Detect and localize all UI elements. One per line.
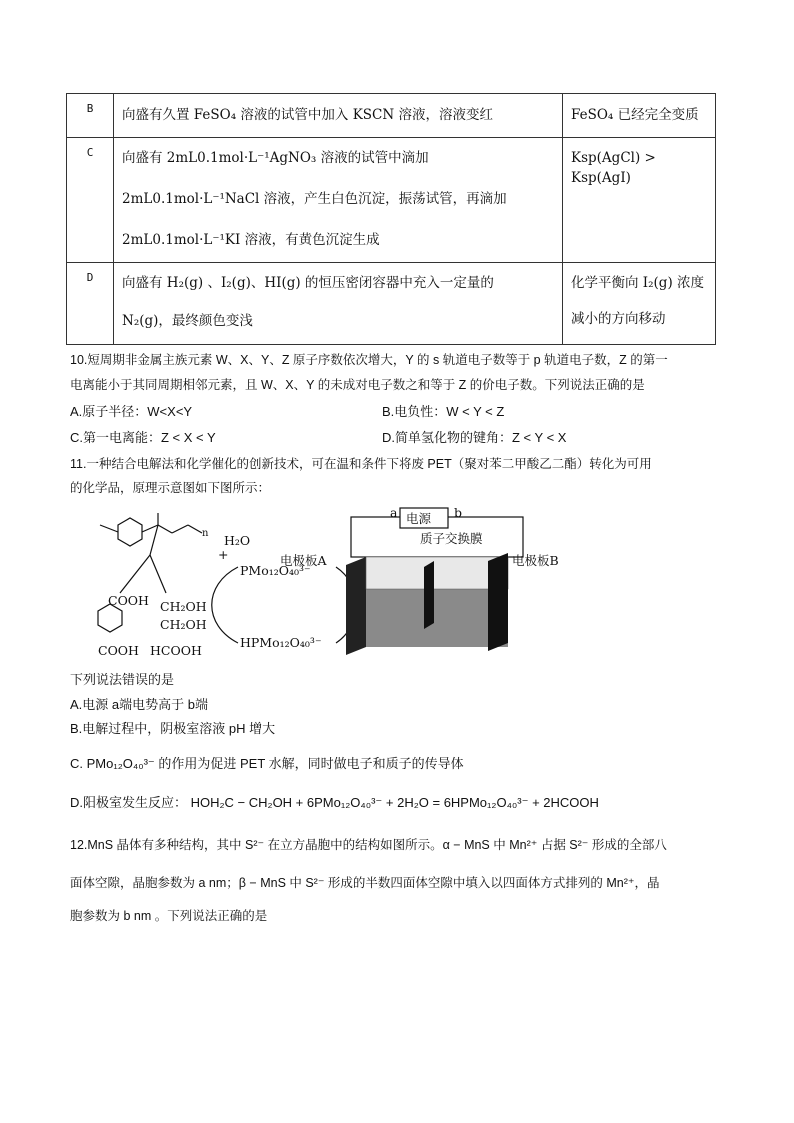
plus-label: + <box>218 547 229 562</box>
proton-exchange-membrane <box>424 561 434 629</box>
hcooh-label: HCOOH <box>150 643 202 658</box>
diagram-svg <box>88 505 588 665</box>
op-line: 向盛有久置 FeSO₄ 溶液的试管中加入 KSCN 溶液，溶液变红 <box>122 107 493 123</box>
op-line: 向盛有 2mL0.1mol·L⁻¹AgNO₃ 溶液的试管中滴加 <box>122 150 429 166</box>
membrane-label: 质子交换膜 <box>420 531 483 546</box>
terminal-a-label: a <box>390 505 398 520</box>
q11-ask: 下列说法错误的是 <box>70 672 175 687</box>
op-line: N₂(g)，最终颜色变浅 <box>122 313 253 329</box>
row-conclusion <box>563 138 716 263</box>
row-label: C <box>67 138 114 263</box>
q11-option-d: D.阳极室发生反应： HOH₂C − CH₂OH + 6PMo₁₂O₄₀³⁻ + 2H₂O = 6HPMo₁₂O₄₀³⁻ + 2HCOOH <box>70 795 599 810</box>
q10-option-b: B.电负性：W < Y < Z <box>382 404 505 419</box>
electrolyte <box>366 589 508 647</box>
q11-stem-line1: 11.一种结合电解法和化学催化的创新技术，可在温和条件下将废 PET（聚对苯二甲酸乙二酯）转化为可用 <box>70 457 652 471</box>
hpmo-label: HPMo₁₂O₄₀³⁻ <box>240 635 322 650</box>
cycle-arrow-left <box>212 567 238 643</box>
q10-stem-line2: 电离能小于其同周期相邻元素，且 W、X、Y 的未成对电子数之和等于 Z 的价电子数。下列说法正确的是 <box>70 378 645 392</box>
terminal-b-label: b <box>454 505 463 520</box>
q12-line1: 12.MnS 晶体有多种结构，其中 S²⁻ 在立方晶胞中的结构如图所示。α − MnS 中 Mn²⁺ 占据 S²⁻ 形成的全部八 <box>70 838 667 852</box>
electrode-a-label: 电极板A <box>280 553 327 568</box>
concl-line: FeSO₄ 已经完全变质 <box>571 107 699 123</box>
q10-stem-line1: 10.短周期非金属主族元素 W、X、Y、Z 原子序数依次增大，Y 的 s 轨道电子数等于 p 轨道电子数，Z 的第一 <box>70 353 668 367</box>
table-row <box>67 263 716 345</box>
row-operation <box>114 263 563 345</box>
pmo-label: PMo₁₂O₄₀³⁻ <box>240 563 311 578</box>
ch2oh-label-2: CH₂OH <box>160 617 207 632</box>
op-line: 2mL0.1mol·L⁻¹NaCl 溶液，产生白色沉淀，振荡试管，再滴加 <box>122 191 507 207</box>
row-conclusion <box>563 263 716 345</box>
q11-stem-line2: 的化学品，原理示意图如下图所示： <box>70 481 271 495</box>
row-operation <box>114 94 563 138</box>
concl-line: 减小的方向移动 <box>571 311 666 327</box>
q12-line3: 胞参数为 b nm 。下列说法正确的是 <box>70 909 268 923</box>
q12-line2: 面体空隙，晶胞参数为 a nm；β − MnS 中 S²⁻ 形成的半数四面体空隙中填入以四面体方式排列的 Mn²⁺，晶 <box>70 876 660 890</box>
row-label: B <box>67 94 114 138</box>
benzene-ring-icon <box>98 604 122 632</box>
table-row <box>67 138 716 263</box>
experiment-table <box>66 93 716 345</box>
q11-option-b: B.电解过程中，阴极室溶液 pH 增大 <box>70 721 276 736</box>
cooh-top-label: COOH <box>108 593 149 608</box>
electrolysis-diagram <box>88 505 588 665</box>
cooh-bottom-label: COOH <box>98 643 139 658</box>
q10-option-c: C.第一电离能：Z < X < Y <box>70 430 216 445</box>
q10-option-d: D.简单氢化物的键角：Z < Y < X <box>382 430 567 445</box>
row-conclusion <box>563 94 716 138</box>
electrode-b-label: 电极板B <box>512 553 559 568</box>
ch2oh-label-1: CH₂OH <box>160 599 207 614</box>
power-source-label: 电源 <box>406 511 432 526</box>
pet-subscript-n: n <box>202 528 209 539</box>
q11-option-c: C. PMo₁₂O₄₀³⁻ 的作用为促进 PET 水解，同时做电子和质子的传导体 <box>70 756 464 771</box>
q11-option-a: A.电源 a端电势高于 b端 <box>70 697 208 712</box>
electrode-a-plate <box>346 557 366 655</box>
op-line: 2mL0.1mol·L⁻¹KI 溶液，有黄色沉淀生成 <box>122 232 380 248</box>
op-line: 向盛有 H₂(g) 、I₂(g)、HI(g) 的恒压密闭容器中充入一定量的 <box>122 275 494 291</box>
q10-option-a: A.原子半径：W<X<Y <box>70 404 193 419</box>
concl-line: 化学平衡向 I₂(g) 浓度 <box>571 275 705 291</box>
h2o-label: H₂O <box>224 533 251 548</box>
row-operation <box>114 138 563 263</box>
concl-line: Ksp(AgCl) > Ksp(AgI) <box>571 150 656 186</box>
table-row <box>67 94 716 138</box>
electrode-b-plate <box>488 553 508 651</box>
row-label: D <box>67 263 114 345</box>
pet-structure <box>100 513 202 593</box>
